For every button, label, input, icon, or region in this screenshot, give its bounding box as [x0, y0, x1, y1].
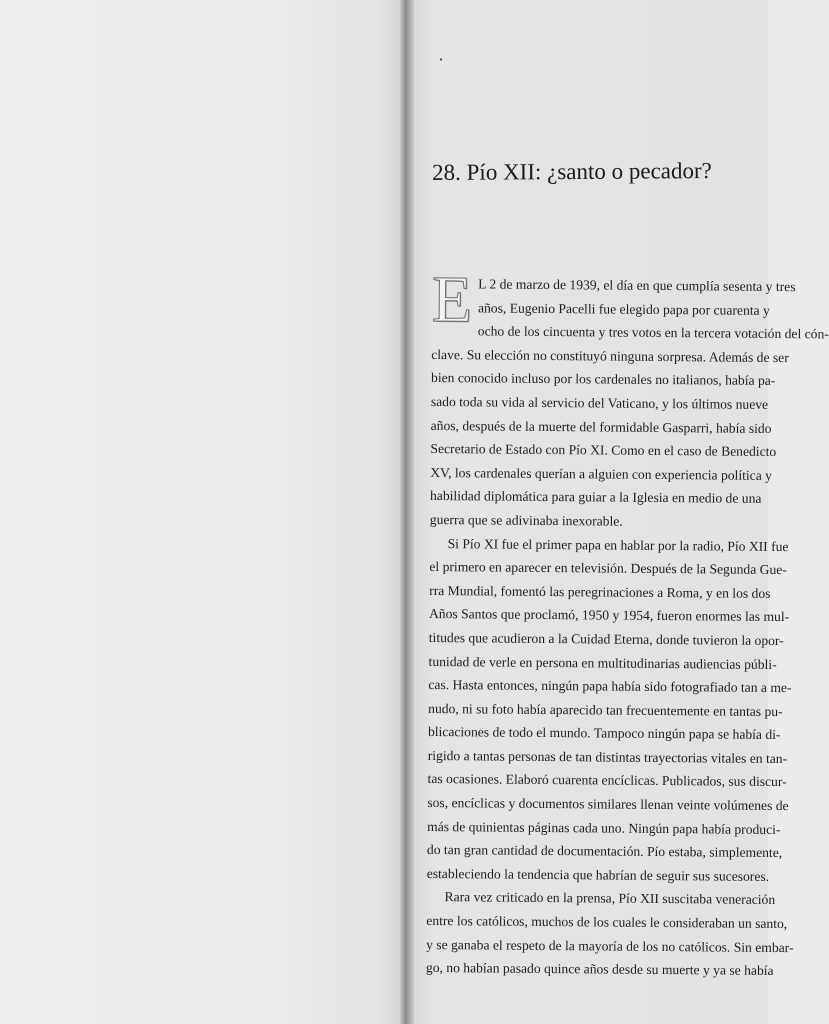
text-line: y se ganaba el respeto de la mayoría de los no católicos. Sin embar-: [426, 936, 794, 955]
text-line: rigido a tantas personas de tan distintas trayectorias vitales en tan-: [427, 747, 788, 766]
text-line: cas. Hasta entonces, ningún papa había sido fotografiado tan a me-: [428, 677, 792, 696]
chapter-body: [425, 263, 829, 982]
text-line: go, no habían pasado quince años desde su muerte y ya se había: [425, 960, 774, 979]
text-line: tunidad de verle en persona en multitudinarias audiencias públi-: [428, 653, 777, 672]
text-line: Secretario de Estado con Pío XI. Como en el caso de Benedicto: [430, 441, 777, 460]
text-line: guerra que se adivinaba inexorable.: [429, 511, 623, 529]
text-line: do tan gran cantidad de documentación. Pío estaba, simplemente,: [426, 842, 783, 861]
text-line: bien conocido incluso por los cardenales no italianos, había pa-: [431, 370, 776, 389]
text-line: Rara vez criticado en la prensa, Pío XII suscitaba veneración: [444, 889, 776, 908]
text-line: clave. Su elección no constituyó ninguna sorpresa. Además de ser: [431, 346, 789, 365]
text-line: sos, encíclicas y documentos similares llenan veinte volúmenes de: [427, 795, 789, 814]
drop-cap: E: [431, 263, 473, 337]
text-line: tas ocasiones. Elaboró cuarenta encíclicas. Publicados, sus discur-: [427, 771, 787, 790]
text-line: sado toda su vida al servicio del Vaticano, y los últimos nueve: [430, 393, 769, 412]
text-line: años, después de la muerte del formidable Gasparri, había sido: [430, 417, 772, 436]
chapter-title: 28. Pío XII: ¿santo o pecador?: [432, 158, 712, 185]
text-line: L 2 de marzo de 1939, el día en que cumplía sesenta y tres: [478, 276, 796, 295]
text-line: el primero en aparecer en televisión. Después de la Segunda Gue-: [429, 559, 787, 578]
text-line: ocho de los cincuenta y tres votos en la tercera votación del cón-: [477, 323, 829, 342]
text-line: más de quinientas páginas cada uno. Ningún papa había produci-: [427, 818, 781, 837]
text-line: titudes que acudieron a la Cuidad Eterna, donde tuvieron la opor-: [428, 629, 784, 648]
scan-speck: [440, 58, 442, 61]
text-line: blicaciones de todo el mundo. Tampoco ningún papa se había di-: [427, 724, 781, 743]
text-line: entre los católicos, muchos de los cuales le consideraban un santo,: [426, 913, 788, 932]
left-page-blank: [0, 0, 402, 1024]
text-line: rra Mundial, fomentó las peregrinaciones a Roma, y en los dos: [429, 582, 771, 601]
text-line: Si Pío XI fue el primer papa en hablar por la radio, Pío XII fue: [447, 535, 789, 554]
text-line: años, Eugenio Pacelli fue elegido papa por cuarenta y: [477, 299, 770, 318]
text-line: Años Santos que proclamó, 1950 y 1954, fueron enormes las mul-: [428, 606, 790, 625]
text-line: XV, los cardenales querían a alguien con experiencia política y: [430, 464, 773, 483]
text-line: nudo, ni su foto había aparecido tan frecuentemente en tantas pu-: [428, 700, 783, 719]
text-line: habilidad diplomática para guiar a la Iglesia en medio de una: [429, 488, 762, 507]
text-line: estableciendo la tendencia que habrían de seguir sus sucesores.: [426, 865, 770, 884]
